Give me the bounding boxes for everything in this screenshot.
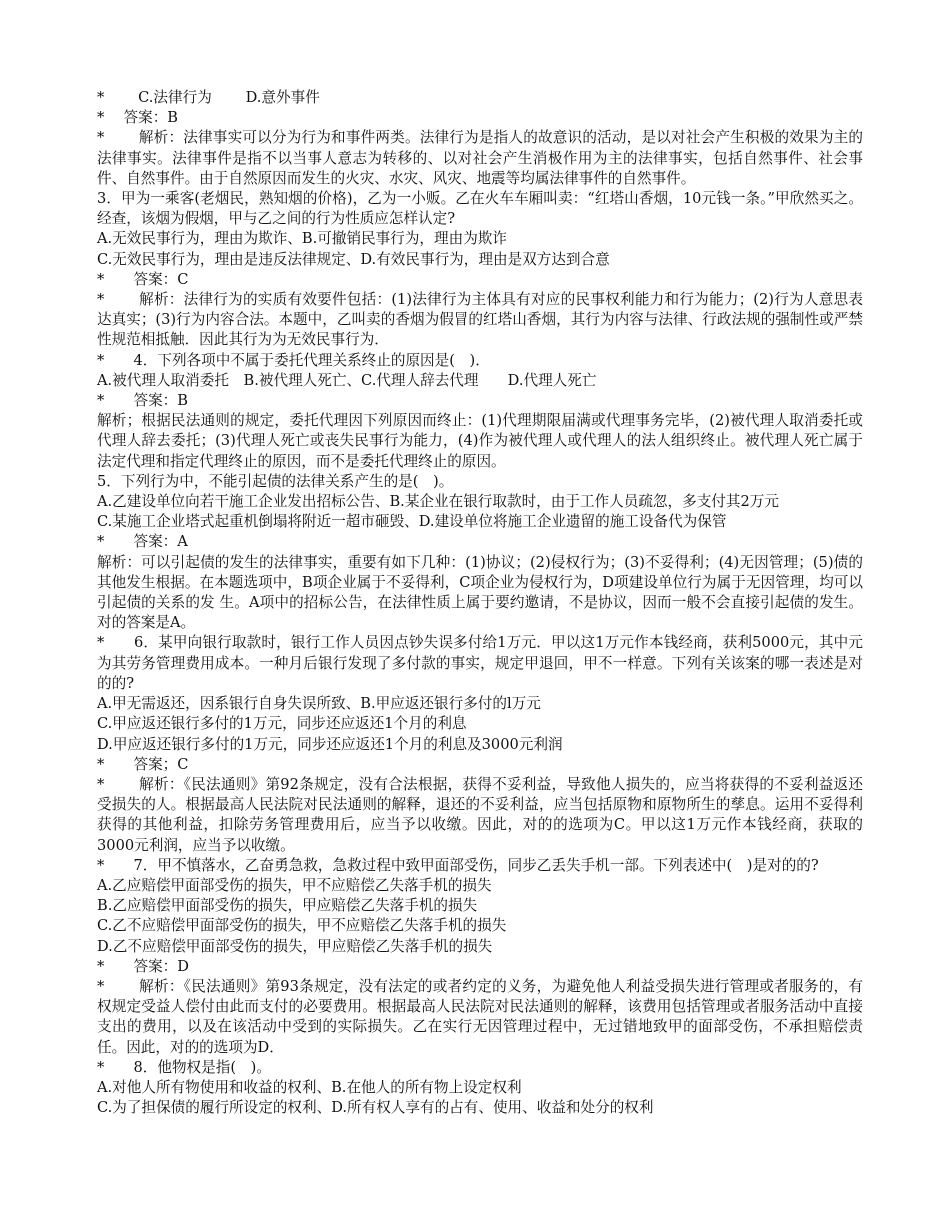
explanation-paragraph: 解析；根据民法通则的规定，委托代理因下列原因而终止：(1)代理期限届满或代理事务完毕，(2)被代理人取消委托或代理人辞去委托；(3)代理人死亡或丧失民事行为能力，(4)作为被代理人或代理人的法人组织终止。被代理人死亡属于法定代理和指定代理终止的原因，而不是委托代理终止的原因。 [97,412,863,470]
explanation-paragraph: 解析：可以引起债的发生的法律事实，重要有如下几种：(1)协议；(2)侵权行为；(3)不妥得利；(4)无因管理；(5)债的其他发生根据。在本题选项中，B项企业属于不妥得利，C项企业为侵权行为，D项建设单位行为属于无因管理，均可以引起债的关系的发 生。A项中的招标公告，在法律性质上属于要约邀请，不是协议，因而一般不会直接引起债的发生。对的答案是A。 [97,553,863,632]
option-line: C.某施工企业塔式起重机倒塌将附近一超市砸毁、D.建设单位将施工企业遗留的施工设备代为保管 [97,513,727,531]
answer-line: * 答案：B [97,392,188,410]
option-line: C.甲应返还银行多付的1万元，同步还应返还1个月的利息 [97,715,467,733]
option-line: D.乙不应赔偿甲面部受伤的损失，甲应赔偿乙失落手机的损失 [97,937,493,955]
option-line: A.无效民事行为，理由为欺诈、B.可撤销民事行为，理由为欺诈 [97,230,507,248]
answer-line: * 答案：B [97,109,179,127]
answer-line: * 答案：C [97,270,189,288]
explanation-paragraph: * 解析：法律行为的实质有效要件包括：(1)法律行为主体具有对应的民事权利能力和行为能力；(2)行为人意思表达真实；(3)行为内容合法。本题中，乙叫卖的香烟为假冒的红塔山香烟，其行为内容与法律、行政法规的强制性或严禁性规范相抵触．因此其行为为无效民事行为． [97,291,863,349]
explanation-paragraph: * 解析：《民法通则》第93条规定，没有法定的或者约定的义务，为避免他人利益受损失进行管理或者服务的，有权规定受益人偿付由此而支付的必要费用。根据最高人民法院对民法通则的解释，该费用包括管理或者服务活动中直接支出的费用，以及在该活动中受到的实际损失。乙在实行无因管理过程中，无过错地致甲的面部受伤，不承担赔偿责任。因此，对的的选项为D． [97,977,863,1056]
option-line: A.对他人所有物使用和收益的权利、B.在他人的所有物上设定权利 [97,1078,522,1096]
option-line: C.乙不应赔偿甲面部受伤的损失，甲不应赔偿乙失落手机的损失 [97,917,507,935]
answer-line: * 答案：D [97,957,189,975]
option-line: A.被代理人取消委托 B.被代理人死亡、C.代理人辞去代理 D.代理人死亡 [97,371,597,389]
answer-line: * 答案：A [97,533,188,551]
explanation-paragraph: * 解析：法律事实可以分为行为和事件两类。法律行为是指人的故意识的活动，是以对社会产生积极的效果为主的法律事实。法律事件是指不以当事人意志为转移的、以对社会产生消极作用为主的法律事实，包括自然事件、社会事件、自然事件。由于自然原因而发生的火灾、水灾、风灾、地震等均属法律事件的自然事件。 [97,129,863,187]
question-line: * 4．下列各项中不属于委托代理关系终止的原因是( )． [97,351,490,369]
option-line: A.乙应赔偿甲面部受伤的损失，甲不应赔偿乙失落手机的损失 [97,876,492,894]
option-line: A.甲无需返还，因系银行自身失误所致、B.甲应返还银行多付的l万元 [97,695,541,713]
option-line: C.为了担保债的履行所设定的权利、D.所有权人享有的占有、使用、收益和处分的权利 [97,1099,654,1117]
text-line: * C.法律行为 D.意外事件 [97,89,320,106]
question-line: * 8．他物权是指( )。 [97,1058,271,1076]
answer-line: * 答案；C [97,755,189,773]
option-line: B.乙应赔偿甲面部受伤的损失，甲应赔偿乙失落手机的损失 [97,897,478,915]
document-page [97,88,863,1118]
question-line: 5．下列行为中，不能引起债的法律关系产生的是( )。 [97,472,454,490]
option-line: D.甲应返还银行多付的1万元，同步还应返还1个月的利息及3000元利润 [97,735,563,753]
option-line: A.乙建设单位向若干施工企业发出招标公告、B.某企业在银行取款时，由于工作人员疏忽，多支付其2万元 [97,493,779,511]
explanation-paragraph: * 解析：《民法通则》第92条规定，没有合法根据，获得不妥利益，导致他人损失的，应当将获得的不妥利益返还受损失的人。根据最高人民法院对民法通则的解释，退还的不妥利益，应当包括原物和原物所生的孳息。运用不妥得利获得的其他利益，扣除劳务管理费用后，应当予以收缴。因此，对的的选项为C。甲以这1万元作本钱经商，获取的3000元利润，应当予以收缴。 [97,775,863,854]
question-paragraph: * 7．甲不慎落水，乙奋勇急救，急救过程中致甲面部受伤，同步乙丢失手机一部。下列表述中( )是对的的? [97,856,819,874]
question-paragraph: 3．甲为一乘客(老烟民，熟知烟的价格)，乙为一小贩。乙在火车车厢叫卖：“红塔山香烟，10元钱一条。”甲欣然买之。经查，该烟为假烟，甲与乙之间的行为性质应怎样认定? [97,190,863,228]
question-paragraph: * 6．某甲向银行取款时，银行工作人员因点钞失误多付给1万元．甲以这1万元作本钱经商，获利5000元，其中元为其劳务管理费用成本。一种月后银行发现了多付款的事实，规定甲退回，甲不一样意。下列有关该案的哪一表述是对的的? [97,634,863,692]
option-line: C.无效民事行为，理由是违反法律规定、D.有效民事行为，理由是双方达到合意 [97,250,610,268]
